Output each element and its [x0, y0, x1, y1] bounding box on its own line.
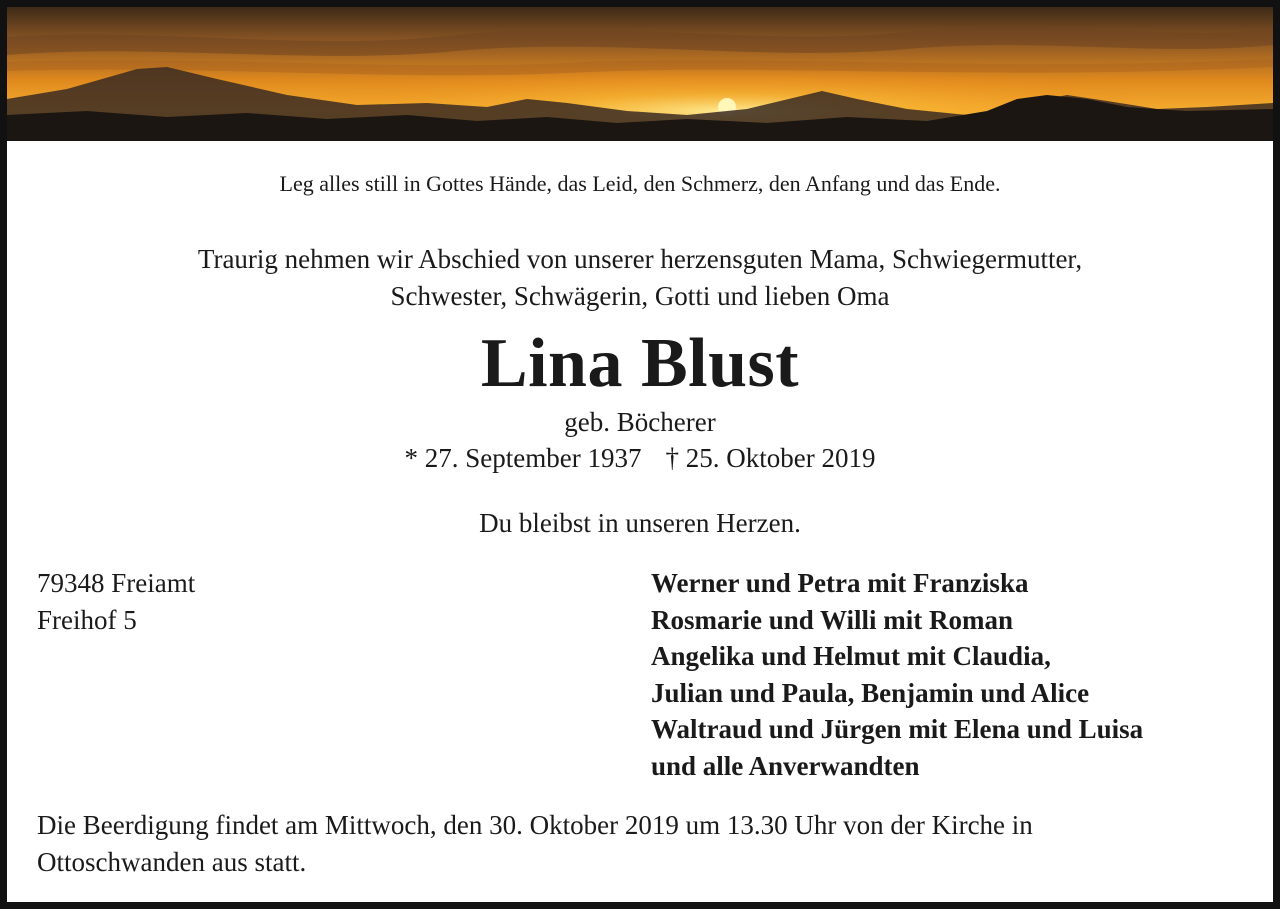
life-dates — [7, 443, 1273, 474]
address-block — [37, 565, 195, 639]
mourner-line: Werner und Petra mit Franziska — [651, 568, 1029, 598]
maiden-name: geb. Böcherer — [564, 407, 716, 437]
sunset-mountain-banner — [7, 7, 1273, 141]
funeral-line-1: Die Beerdigung findet am Mittwoch, den 30. Oktober 2019 um 13.30 Uhr von der Kirche in — [37, 810, 1033, 840]
mourner-line: Waltraud und Jürgen mit Elena und Luisa — [651, 714, 1144, 744]
funeral-info — [37, 807, 1247, 881]
address-street: Freihof 5 — [37, 605, 137, 635]
intro-line-1: Traurig nehmen wir Abschied von unserer herzensguten Mama, Schwiegermutter, — [197, 244, 1083, 274]
mourner-line: Julian und Paula, Benjamin und Alice — [651, 677, 1090, 708]
remembrance-line: Du bleibst in unseren Herzen. — [479, 508, 801, 538]
intro-line-2: Schwester, Schwägerin, Gotti und lieben Oma — [390, 281, 890, 311]
mourner-line: Rosmarie und Willi mit Roman — [651, 604, 1014, 635]
deceased-name: Lina Blust — [480, 325, 800, 402]
funeral-line-2: Ottoschwanden aus statt. — [37, 847, 307, 877]
mourner-line: und alle Anverwandten — [651, 750, 920, 781]
mourner-line: Angelika und Helmut mit Claudia, — [651, 641, 1051, 671]
mourners-list — [651, 565, 1143, 784]
birth-date: * 27. September 1937 — [404, 443, 642, 473]
address-city: 79348 Freiamt — [37, 568, 196, 598]
death-date: † 25. Oktober 2019 — [665, 443, 876, 473]
verse: Leg alles still in Gottes Hände, das Leid, den Schmerz, den Anfang und das Ende. — [279, 171, 1001, 196]
